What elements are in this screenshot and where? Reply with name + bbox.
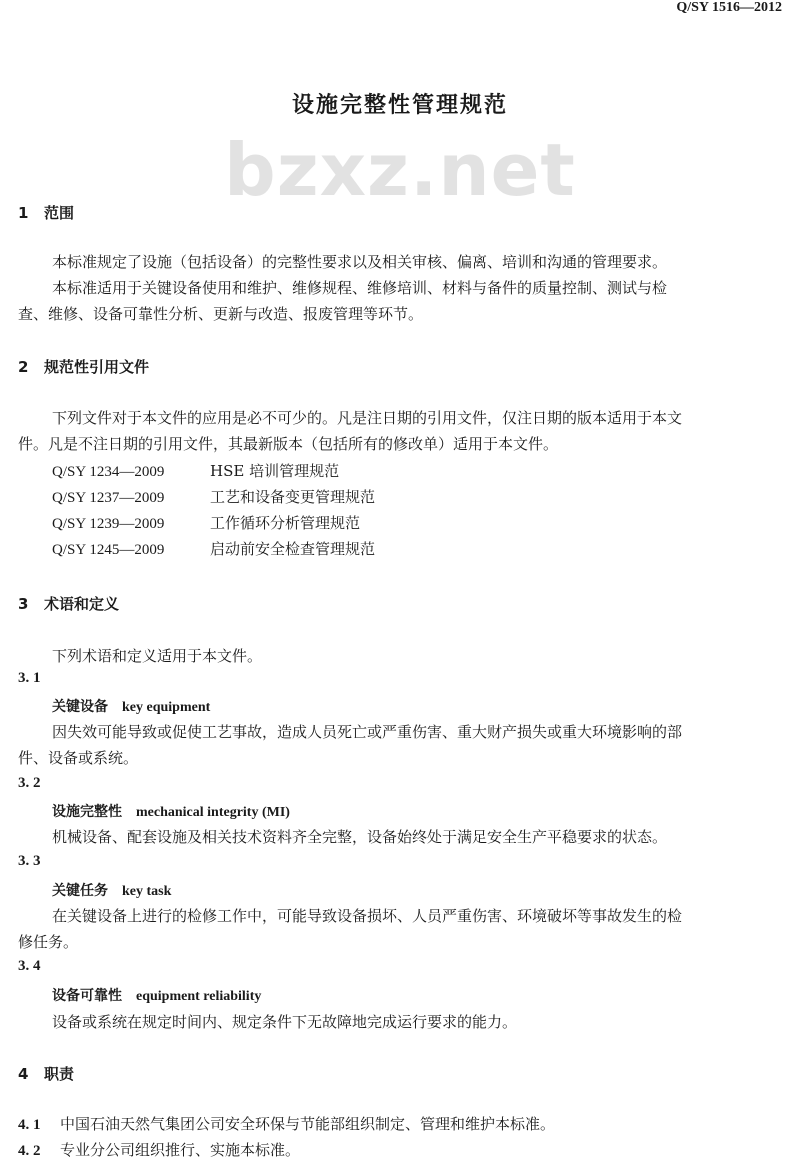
term-definition: 因失效可能导致或促使工艺事故，造成人员死亡或严重伤害、重大财产损失或重大环境影响的部 — [52, 723, 683, 741]
clause-number: 4. 2 — [18, 1143, 41, 1159]
section-title: 术语和定义 — [44, 595, 120, 613]
reference-item — [52, 538, 375, 559]
section-title: 范围 — [44, 204, 75, 222]
document-title: 设施完整性管理规范 — [291, 93, 508, 118]
term-en: equipment reliability — [136, 989, 262, 1004]
paragraph: 件。凡是不注日期的引用文件，其最新版本（包括所有的修改单）适用于本文件。 — [18, 435, 559, 453]
reference-item — [52, 460, 339, 481]
section-number: 2 — [18, 358, 29, 376]
reference-code: Q/SY 1237—2009 — [52, 490, 165, 506]
section-title: 规范性引用文件 — [44, 358, 150, 376]
clause-item — [18, 1139, 300, 1160]
term-heading — [52, 985, 261, 1005]
paragraph: 下列文件对于本文件的应用是必不可少的。凡是注日期的引用文件，仅注日期的版本适用于本文 — [52, 409, 683, 427]
paragraph: 下列术语和定义适用于本文件。 — [52, 647, 263, 665]
term-number: 3. 3 — [18, 853, 41, 869]
watermark: bzxz.net — [224, 128, 576, 212]
term-definition: 件、设备或系统。 — [18, 749, 139, 767]
term-en: key task — [122, 884, 172, 899]
term-zh: 设施完整性 — [52, 804, 122, 820]
term-definition: 在关键设备上进行的检修工作中，可能导致设备损坏、人员严重伤害、环境破坏等事故发生的检 — [52, 907, 683, 925]
term-heading — [52, 696, 210, 716]
paragraph: 本标准规定了设施（包括设备）的完整性要求以及相关审核、偏离、培训和沟通的管理要求。 — [52, 253, 668, 271]
reference-code: Q/SY 1234—2009 — [52, 464, 165, 480]
term-number: 3. 1 — [18, 670, 41, 686]
term-number: 3. 2 — [18, 775, 41, 791]
term-en: mechanical integrity (MI) — [136, 805, 290, 820]
clause-item — [18, 1113, 555, 1134]
reference-code: Q/SY 1245—2009 — [52, 542, 165, 558]
section-2-heading — [18, 356, 149, 377]
reference-code: Q/SY 1239—2009 — [52, 516, 165, 532]
reference-name: 启动前安全检查管理规范 — [210, 540, 376, 558]
reference-name: 工作循环分析管理规范 — [210, 514, 361, 532]
clause-text: 专业分公司组织推行、实施本标准。 — [60, 1141, 301, 1159]
reference-name: HSE 培训管理规范 — [210, 462, 340, 480]
term-zh: 设备可靠性 — [52, 988, 122, 1004]
section-number: 3 — [18, 595, 29, 613]
term-zh: 关键设备 — [52, 699, 108, 715]
term-en: key equipment — [122, 700, 211, 715]
section-number: 4 — [18, 1065, 29, 1083]
section-3-heading — [18, 593, 119, 614]
term-number: 3. 4 — [18, 958, 41, 974]
paragraph: 查、维修、设备可靠性分析、更新与改造、报废管理等环节。 — [18, 305, 424, 323]
reference-name: 工艺和设备变更管理规范 — [210, 488, 376, 506]
term-heading — [52, 801, 290, 821]
standard-code: Q/SY 1516—2012 — [676, 0, 782, 15]
paragraph: 本标准适用于关键设备使用和维护、维修规程、维修培训、材料与备件的质量控制、测试与检 — [52, 279, 668, 297]
term-definition: 机械设备、配套设施及相关技术资料齐全完整，设备始终处于满足安全生产平稳要求的状态。 — [52, 828, 668, 846]
clause-text: 中国石油天然气集团公司安全环保与节能部组织制定、管理和维护本标准。 — [60, 1115, 556, 1133]
clause-number: 4. 1 — [18, 1117, 41, 1133]
section-4-heading — [18, 1063, 74, 1084]
term-zh: 关键任务 — [52, 883, 108, 899]
section-number: 1 — [18, 204, 29, 222]
term-definition: 修任务。 — [18, 933, 79, 951]
section-1-heading — [18, 202, 74, 223]
section-title: 职责 — [44, 1065, 75, 1083]
term-definition: 设备或系统在规定时间内、规定条件下无故障地完成运行要求的能力。 — [52, 1013, 518, 1031]
reference-item — [52, 512, 360, 533]
reference-item — [52, 486, 375, 507]
term-heading — [52, 880, 171, 900]
